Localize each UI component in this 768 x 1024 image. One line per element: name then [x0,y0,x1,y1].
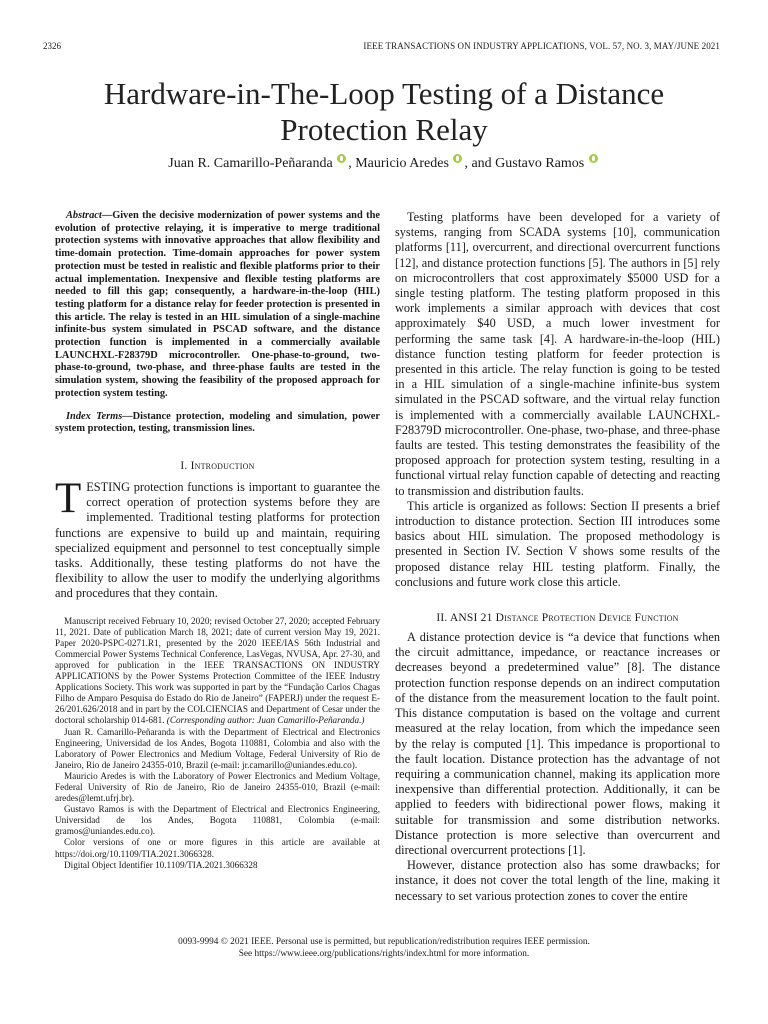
body-paragraph-2: This article is organized as follows: Section II presents a brief introduction to distance protection. Section III introduces some basics about HIL simulation. The proposed methodology is presented in Section IV. Section V shows some results of the proposed distance relay HIL testing platform. Finally, the conclusions and future work close this article. [395,498,720,589]
intro-text: ESTING protection functions is important to guarantee the correct operation of protection systems before they are implemented. Traditional testing platforms for protection functions are expensive to build up and maintain, requiring specialized equipment and personnel to test conceptually simple tasks. Additionally, these testing platforms do not have the flexibility to allow the user to modify the underlying algorithms and procedures that they contain. [55,479,380,601]
orcid-icon[interactable] [453,154,462,163]
body-paragraph-1: Testing platforms have been developed for a variety of systems, ranging from SCADA systems [10], communication platforms [11], overcurrent, and directional overcurrent functions [12], and distance protection functions [5]. The authors in [5] rely on microcontrollers that cost approximately $5000 USD for a single testing platform. The testing platform proposed in this work implements a similar approach with devices that cost approximately $40 USD, a much lower investment for performing the same task [4]. A hardware-in-the-loop (HIL) distance function testing platform for feeder protection is presented in this article. The relay function is going to be tested in a HIL simulation of a single-machine infinite-bus system simulated in the PSCAD software, and the virtual relay function is implemented with a commercially available LAUNCHXL-F28379D microcontroller. One-phase, two-phase, and three-phase faults are tested. This testing demonstrates the feasibility of the proposed approach for protection system testing, resulting in a functional virtual relay function capable of detecting and reacting to transmission and distribution faults. [395,210,720,498]
corresponding-author-note: (Corresponding author: Juan Camarillo-Peñaranda.) [166,715,365,726]
index-terms [55,411,380,436]
author-list [0,154,768,172]
section-number: I. [180,459,191,472]
title-line-1: Hardware-in-The-Loop Testing of a Distance [103,76,665,111]
paper-title [0,76,768,148]
journal-header: IEEE TRANSACTIONS ON INDUSTRY APPLICATIONS, VOL. 57, NO. 3, MAY/JUNE 2021 [363,41,720,51]
copyright-line-2[interactable]: See https://www.ieee.org/publications/rights/index.html for more information. [238,949,530,959]
section-title: Introduction [190,459,255,472]
footnote-author-1: Juan R. Camarillo-Peñaranda is with the Department of Electrical and Electronics Engineering, Universidad de los Andes, Bogota 110881, Colombia and also with the Laboratory of Power Electronics and Medium Voltage, Federal University of Rio de Janeiro, Rio de Janeiro 24355-010, Brazil (e-mail: jr.camarillo@uniandes.edu.co). [55,726,380,770]
intro-paragraph [55,474,380,602]
author-name: , and Gustavo Ramos [464,156,585,171]
left-column [55,210,380,871]
footnote-author-3: Gustavo Ramos is with the Department of Electrical and Electronics Engineering, Universidad de los Andes, Bogota 110881, Colombia (e-mail: gramos@uniandes.edu.co). [55,804,380,837]
right-column [395,210,720,904]
abstract-lead: Abstract [66,210,102,221]
footnote-manuscript-text: Manuscript received February 10, 2020; revised October 27, 2020; accepted February 11, 2021. Date of publication March 18, 2021; date of current version May 19, 2021. Paper 2020-PSPC-0271.R1, presented by the 2020 IEEE/IAS 56th Industrial and Commercial Power Systems Technical Conference, LasVegas, NVUSA, Apr. 27-30, and approved for publication in the IEEE TRANSACTIONS ON INDUSTRY APPLICATIONS by the Power Systems Protection Committee of the IEEE Industry Applications Society. This work was supported in part by the “Fundação Carlos Chagas Filho de Amparo Pesquisa do Estado do Rio de Janeiro” (FAPERJ) under the request E-26/201.626/2018 and in part by the COLCIENCIAS and Department of Cesar under the doctoral scholarship 014-681. [55,615,380,726]
footnote-doi: Digital Object Identifier 10.1109/TIA.2021.3066328 [64,859,258,870]
index-terms-lead: Index Terms [66,410,123,422]
footnote-color-versions[interactable]: Color versions of one or more figures in this article are available at https://doi.org/10.1109/TIA.2021.3066328. [55,837,380,859]
section-heading-introduction [55,460,380,472]
author-name: Juan R. Camarillo-Peñaranda [168,156,333,171]
title-line-2: Protection Relay [280,112,488,147]
orcid-icon[interactable] [589,154,598,163]
drop-cap: T [55,474,82,522]
orcid-icon[interactable] [337,154,346,163]
page-number: 2326 [43,41,61,51]
footnotes [55,616,380,871]
section-number: II. ANSI 21 [436,612,496,625]
copyright-line-1: 0093-9994 © 2021 IEEE. Personal use is permitted, but republication/redistribution requires IEEE permission. [178,937,590,947]
body-paragraph-3: A distance protection device is “a device that functions when the circuit admittance, impedance, or reactance increases or decreases beyond a predetermined value” [8]. The distance protection function response depends on an indirect computation of the distance from the measurement location to the fault point. This distance computation is based on the voltage and current measured at the relay location, from which the impedance seen by the relay is computed [1]. This impedance is proportional to the fault location. Distance protection has the advantage of not requiring a communication channel, making its application more inexpensive than differential protection. Additionally, it can be applied to feeders with bidirectional power flows, making it suitable for transmission and some distribution networks. Distance protection is more selective than overcurrent and directional overcurrent protections [1]. [395,630,720,857]
footnote-manuscript [55,616,380,727]
section-title: Distance Protection Device Function [495,612,679,625]
footnote-author-2: Mauricio Aredes is with the Laboratory of Power Electronics and Medium Voltage, Federal University of Rio de Janeiro, Rio de Janeiro 24355-010, Brazil (e-mail: aredes@lemt.ufrj.br). [55,770,380,804]
author-name: , Mauricio Aredes [348,156,449,171]
abstract [55,210,380,401]
index-terms-text: —Distance protection, modeling and simulation, power system protection, testing, transmission lines. [55,410,380,435]
body-paragraph-4: However, distance protection also has some drawbacks; for instance, it does not cover the total length of the line, making it necessary to set various protection zones to cover the entire [395,858,720,903]
abstract-text: —Given the decisive modernization of power systems and the evolution of protective relaying, it is imperative to merge traditional protection systems with innovative approaches that allow flexibility and time-domain protection. Time-domain approaches for power system protection must be tested in realistic and flexible platforms prior to their actual implementation. Inexpensive and flexible testing platforms are needed to fill this gap; consequently, a hardware-in-the-loop (HIL) testing platform for a distance relay for feeder protection is presented in this article. The relay is tested in an HIL simulation of a single-machine infinite-bus system simulated in PSCAD software, and the distance protection function is implemented in a commercially available LAUNCHXL-F28379D microcontroller. One-phase-to-ground, two-phase-to-ground, two-phase, and three-phase faults are tested in the simulation system, showing the feasibility of the proposed approach for protection system testing. [55,210,380,399]
copyright-notice [0,936,768,960]
section-heading-ansi21 [395,612,720,624]
